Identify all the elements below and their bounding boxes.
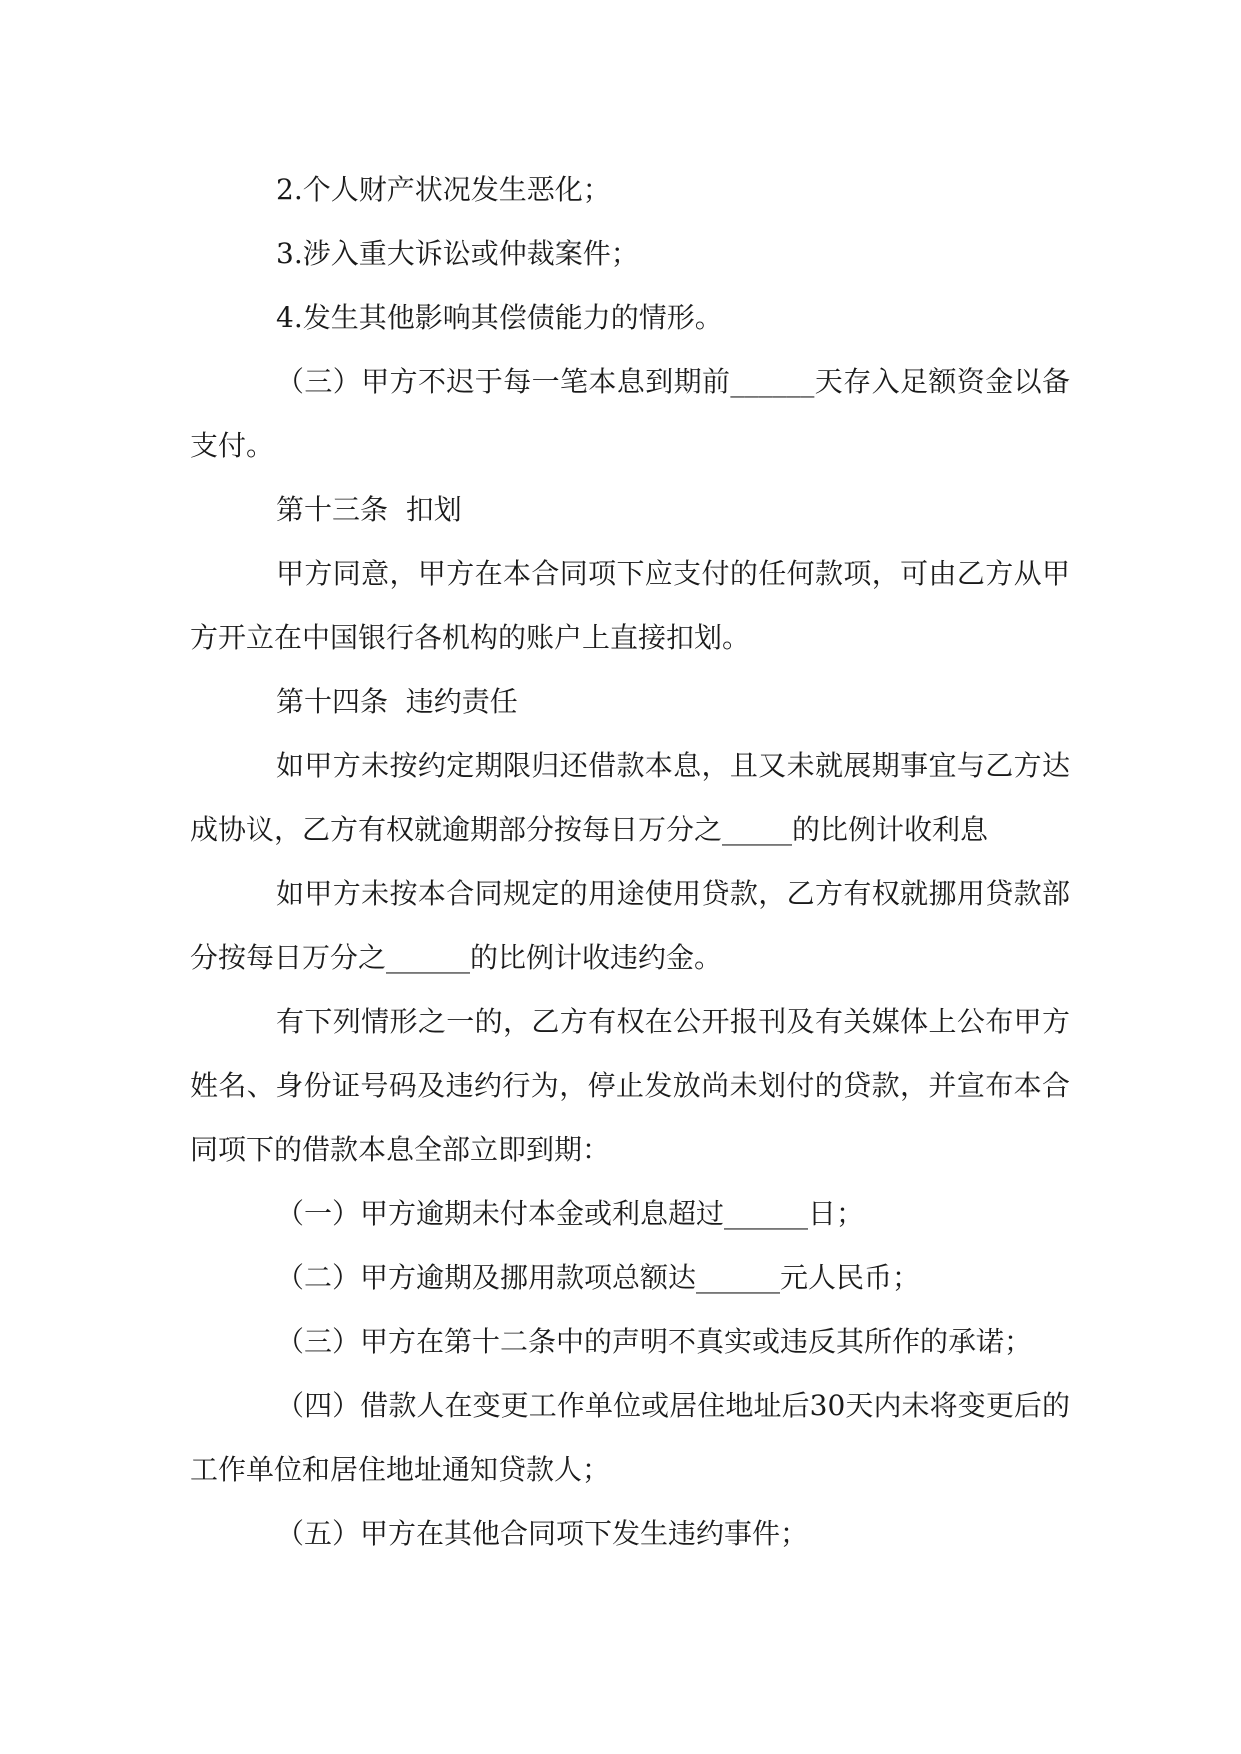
document-body bbox=[190, 158, 1070, 1566]
article-13-text: 甲方同意，甲方在本合同项下应支付的任何款项，可由乙方从甲方开立在中国银行各机构的账户上直接扣划。 bbox=[190, 557, 1070, 654]
default-event-4: （四）借款人在变更工作单位或居住地址后30天内未将变更后的工作单位和居住地址通知贷款人； bbox=[190, 1389, 1070, 1486]
clause-item-2: 2.个人财产状况发生恶化； bbox=[276, 173, 611, 206]
clause-item-3: 3.涉入重大诉讼或仲裁案件； bbox=[276, 237, 639, 270]
default-event-3: （三）甲方在第十二条中的声明不真实或违反其所作的承诺； bbox=[276, 1325, 1033, 1358]
default-event-5: （五）甲方在其他合同项下发生违约事件； bbox=[276, 1517, 809, 1550]
clause-funds-deposit: （三）甲方不迟于每一笔本息到期前______天存入足额资金以备支付。 bbox=[190, 365, 1070, 462]
article-13-heading: 第十三条 扣划 bbox=[276, 493, 462, 526]
article-14-misuse-penalty: 如甲方未按本合同规定的用途使用贷款，乙方有权就挪用贷款部分按每日万分之______的比例计收违约金。 bbox=[190, 877, 1070, 974]
default-event-2: （二）甲方逾期及挪用款项总额达______元人民币； bbox=[276, 1261, 921, 1294]
article-14-heading: 第十四条 违约责任 bbox=[276, 685, 518, 718]
clause-item-4: 4.发生其他影响其偿债能力的情形。 bbox=[276, 301, 723, 334]
article-14-default-events: 有下列情形之一的，乙方有权在公开报刊及有关媒体上公布甲方姓名、身份证号码及违约行为，停止发放尚未划付的贷款，并宣布本合同项下的借款本息全部立即到期： bbox=[190, 1005, 1070, 1166]
article-14-overdue-interest: 如甲方未按约定期限归还借款本息，且又未就展期事宜与乙方达成协议，乙方有权就逾期部分按每日万分之_____的比例计收利息 bbox=[190, 749, 1070, 846]
default-event-1: （一）甲方逾期未付本金或利息超过______日； bbox=[276, 1197, 865, 1230]
